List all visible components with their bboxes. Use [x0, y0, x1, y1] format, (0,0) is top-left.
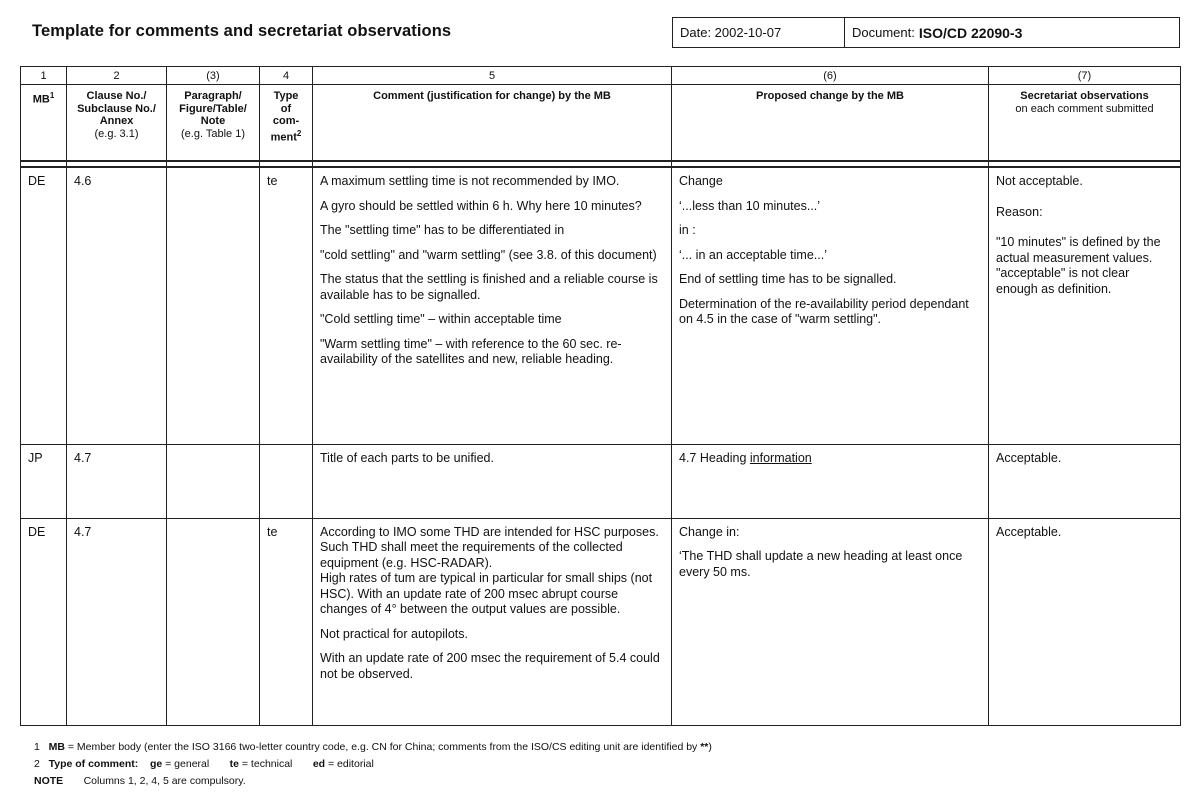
- cell-type: te: [260, 167, 313, 444]
- note: [34, 775, 246, 787]
- proposed-paragraph: ‘...less than 10 minutes...’: [679, 198, 821, 213]
- header-type-line: Type: [273, 90, 299, 102]
- cell-proposed-change: [672, 518, 989, 725]
- column-number: 4: [260, 67, 313, 85]
- type-code-ge: ge: [149, 758, 163, 770]
- cell-proposed-change: [672, 167, 989, 444]
- header-clause-line: Subclause No./: [77, 102, 156, 115]
- header-type-line: com-: [272, 115, 300, 127]
- header-paragraph-example: (e.g. Table 1): [180, 127, 245, 140]
- cell-observations: [989, 167, 1181, 444]
- cell-comment: [313, 518, 672, 725]
- header-comment: Comment (justification for change) by the MB: [313, 85, 672, 162]
- header-paragraph-line: Figure/Table/: [179, 102, 247, 115]
- comment-paragraph: Not practical for autopilots.: [320, 626, 468, 641]
- proposed-paragraph: in :: [679, 223, 696, 237]
- table-row: [21, 167, 1181, 444]
- comment-paragraph: "Warm settling time" – with reference to the 60 sec. re-availability of the satellites and new, reliable heading.: [320, 336, 622, 366]
- comment-paragraph: With an update rate of 200 msec the requirement of 5.4 could not be observed.: [320, 651, 660, 681]
- footnote-1: [34, 741, 712, 753]
- observation-paragraph: Reason:: [996, 204, 1043, 219]
- header-type: [260, 85, 313, 162]
- header-observations-label: Secretariat observations: [1020, 90, 1149, 102]
- column-number: (6): [672, 67, 989, 85]
- type-desc-ge: = general: [162, 758, 210, 770]
- cell-clause: 4.6: [67, 167, 167, 444]
- observation-paragraph: "10 minutes" is defined by the actual measurement values. "acceptable" is not clear enough as definition.: [996, 235, 1161, 296]
- cell-paragraph: [167, 518, 260, 725]
- column-number: 2: [67, 67, 167, 85]
- observation-paragraph: Not acceptable.: [996, 174, 1083, 188]
- document-number: ISO/CD 22090-3: [918, 24, 1023, 41]
- header-clause-line: Clause No./: [86, 90, 147, 102]
- comments-table: [20, 66, 1181, 726]
- observation-paragraph: Acceptable.: [996, 524, 1062, 539]
- header-paragraph: [167, 85, 260, 162]
- footnote-number: 1: [34, 741, 40, 753]
- header-clause: [67, 85, 167, 162]
- header-proposed-change: Proposed change by the MB: [672, 85, 989, 162]
- column-number: (7): [989, 67, 1181, 85]
- cell-comment: [313, 167, 672, 444]
- type-code-ed: ed: [312, 758, 326, 770]
- document-label: Document:: [852, 25, 915, 40]
- cell-clause: 4.7: [67, 444, 167, 518]
- cell-paragraph: [167, 167, 260, 444]
- proposed-paragraph: Determination of the re-availability period dependant on 4.5 in the case of "warm settling".: [679, 296, 969, 326]
- cell-comment: [313, 444, 672, 518]
- footnote-number: 2: [34, 758, 40, 770]
- cell-observations: [989, 444, 1181, 518]
- comment-paragraph: According to IMO some THD are intended for HSC purposes. Such THD shall meet the requirements of the collected equipment (e.g. HSC-RADAR).: [320, 524, 659, 570]
- proposed-paragraph: Change: [679, 174, 723, 188]
- footnote-2: [34, 758, 374, 770]
- footnote-ref: 1: [49, 91, 55, 100]
- cell-observations: [989, 518, 1181, 725]
- document-field: [845, 18, 1179, 47]
- cell-type: te: [260, 518, 313, 725]
- cell-type: [260, 444, 313, 518]
- header-clause-example: (e.g. 3.1): [94, 127, 139, 140]
- type-desc-ed: = editorial: [325, 758, 374, 770]
- note-text: Columns 1, 2, 4, 5 are compulsory.: [83, 775, 246, 787]
- comment-paragraph: The "settling time" has to be differentiated in: [320, 223, 565, 237]
- header-clause-line: Annex: [99, 115, 134, 127]
- header-paragraph-line: Note: [200, 115, 226, 127]
- header-observations-note: on each comment submitted: [1015, 102, 1154, 115]
- page-title: Template for comments and secretariat observations: [32, 22, 452, 40]
- cell-clause: 4.7: [67, 518, 167, 725]
- cell-paragraph: [167, 444, 260, 518]
- comment-paragraph: High rates of tum are typical in particular for small ships (not HSC). With an update rate of 200 msec abrupt course changes of 4° between the output values are possible.: [320, 571, 653, 616]
- footnote-text: = Member body (enter the ISO 3166 two-letter country code, e.g. CN for China; comments from the ISO/CS editing unit are identified by: [64, 741, 701, 753]
- note-label: NOTE: [34, 775, 64, 787]
- proposed-paragraph: Change in:: [679, 524, 740, 539]
- column-header-row: [21, 85, 1181, 162]
- proposed-text: 4.7 Heading: [679, 450, 750, 465]
- column-number: 1: [21, 67, 67, 85]
- comment-paragraph: "cold settling" and "warm settling" (see 3.8. of this document): [320, 247, 657, 262]
- header-paragraph-line: Paragraph/: [184, 90, 242, 102]
- proposed-underlined-text: information: [749, 450, 812, 465]
- date-field: Date: 2002-10-07: [673, 18, 845, 47]
- cell-mb: JP: [21, 444, 67, 518]
- header-observations: [989, 85, 1181, 162]
- cell-proposed-change: [672, 444, 989, 518]
- column-number: 5: [313, 67, 672, 85]
- footnote-term: MB: [48, 741, 65, 753]
- header-type-line: ment: [270, 131, 297, 144]
- table-row: [21, 518, 1181, 725]
- document-header-box: [672, 17, 1180, 48]
- footnote-term: Type of comment:: [48, 758, 139, 770]
- comment-paragraph: A maximum settling time is not recommended by IMO.: [320, 174, 620, 188]
- column-number-row: [21, 67, 1181, 85]
- proposed-paragraph: ‘... in an acceptable time...’: [679, 247, 827, 262]
- column-number: (3): [167, 67, 260, 85]
- proposed-paragraph: ‘The THD shall update a new heading at least once every 50 ms.: [679, 549, 963, 579]
- type-code-te: te: [229, 758, 239, 770]
- proposed-paragraph: End of settling time has to be signalled.: [679, 272, 897, 286]
- observation-paragraph: Acceptable.: [996, 450, 1062, 465]
- footnote-text-end: ): [708, 741, 712, 753]
- header-mb-label: MB: [32, 93, 50, 106]
- header-type-line: of: [280, 102, 292, 115]
- comment-paragraph: "Cold settling time" – within acceptable time: [320, 312, 562, 326]
- header-mb: [21, 85, 67, 162]
- comment-paragraph: A gyro should be settled within 6 h. Why here 10 minutes?: [320, 198, 642, 213]
- footnote-ref: 2: [296, 128, 302, 138]
- comment-paragraph: Title of each parts to be unified.: [320, 450, 494, 465]
- comment-paragraph: The status that the settling is finished and a reliable course is available has to be signalled.: [320, 272, 658, 302]
- cell-mb: DE: [21, 167, 67, 444]
- type-desc-te: = technical: [238, 758, 293, 770]
- table-row: [21, 444, 1181, 518]
- cell-mb: DE: [21, 518, 67, 725]
- footnote-stars: **: [700, 741, 709, 753]
